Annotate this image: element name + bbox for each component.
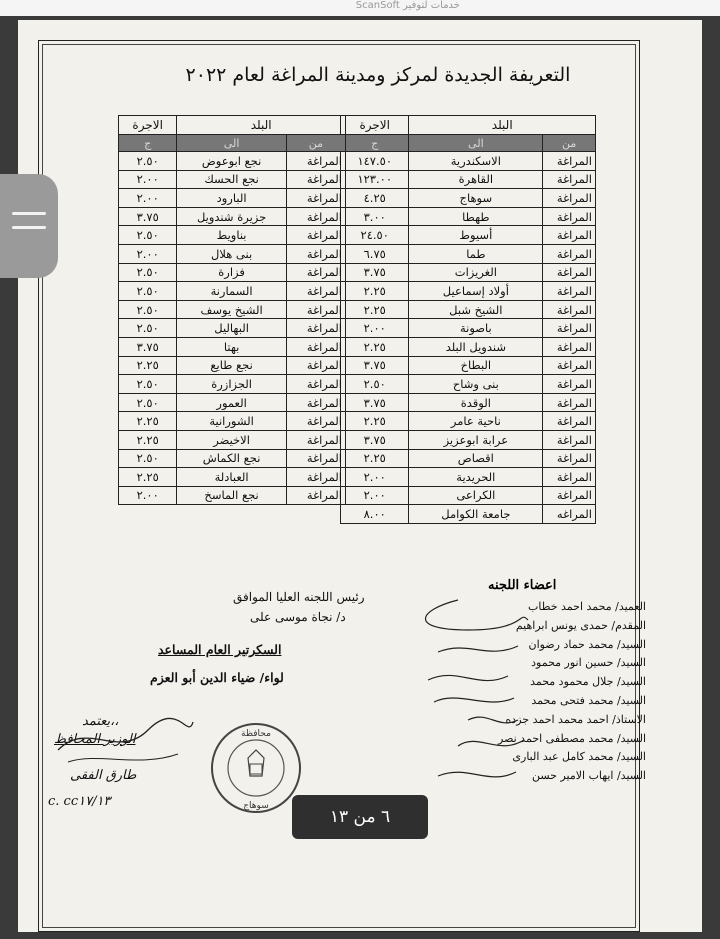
cell-from: المراغة [286,189,345,208]
cell-to: القاهرة [409,170,543,189]
cell-to: الجزازرة [177,375,287,394]
cell-from: المراغة [286,430,345,449]
cell-from: المراغة [286,263,345,282]
cell-fare: ٢.٢٥ [341,449,409,468]
cell-fare: ١٤٧.٥٠ [341,152,409,171]
table-row [119,412,346,431]
subheader-to: الى [177,135,287,152]
seal-bottom-text: سوهاج [243,801,269,811]
governorate-seal [208,720,304,816]
member-name: السيد/ جلال محمود محمد [530,675,646,689]
cell-to: طهطا [409,207,543,226]
table-row [119,393,346,412]
seal-top-text: محافظة [241,729,271,739]
header-fare: الاجرة [119,116,177,135]
assistant-secretary-name: لواء/ ضياء الدين أبو العزم [150,670,284,685]
cell-fare: ٣.٧٥ [341,356,409,375]
fare-table-left [118,115,346,505]
cell-fare: ٣.٧٥ [119,207,177,226]
cell-fare: ٤.٢٥ [341,189,409,208]
cell-from: المراغة [286,244,345,263]
cell-to: الغريزات [409,263,543,282]
cell-to: أولاد إسماعيل [409,282,543,301]
cell-to: سوهاج [409,189,543,208]
cell-fare: ٢.٥٠ [119,282,177,301]
side-panel-handle[interactable] [0,174,58,278]
table-row [119,468,346,487]
table-row [341,468,596,487]
cell-to: طما [409,244,543,263]
committee-head-title: رئيس اللجنه العليا الموافق [233,590,365,604]
subheader-unit: ج [341,135,409,152]
cell-from: المراغة [543,226,596,245]
cell-fare: ٢.٥٠ [119,393,177,412]
table-row [119,152,346,171]
cell-fare: ٢.٠٠ [341,486,409,505]
table-row [341,207,596,226]
cell-from: المراغة [286,356,345,375]
cell-fare: ٢.٥٠ [341,375,409,394]
cell-fare: ٣.٧٥ [341,263,409,282]
cell-fare: ٢.٠٠ [341,319,409,338]
cell-fare: ٢.٢٥ [341,337,409,356]
table-row [341,300,596,319]
approved-note: يعتمد،، [82,714,119,729]
document-title: التعريفة الجديدة لمركز ومدينة المراغة لعام ٢٠٢٢ [185,64,571,86]
cell-to: نجع طايع [177,356,287,375]
cell-fare: ٢.٢٥ [341,412,409,431]
cell-to: باصونة [409,319,543,338]
cell-from: المراغة [286,393,345,412]
table-row [119,430,346,449]
cell-from: المراغة [543,319,596,338]
member-name: السيد/ محمد مصطفى احمد نصر [498,731,646,745]
cell-from: المراغة [543,412,596,431]
table-row [341,152,596,171]
members-title: اعضاء اللجنه [488,578,557,593]
handwritten-date: c. cc١٧/١٣ [48,794,111,809]
governor-name: طارق الفقى [70,768,137,783]
cell-fare: ٢.٠٠ [119,189,177,208]
table-row [341,226,596,245]
table-row [341,393,596,412]
governor-title: الوزير المحافظ [54,732,136,747]
subheader-from: من [543,135,596,152]
cell-to: بنى هلال [177,244,287,263]
cell-fare: ٢.٠٠ [119,170,177,189]
member-name: المقدم/ حمدى يونس ابراهيم [515,618,646,632]
cell-fare: ٢.٢٥ [341,300,409,319]
table-row [119,189,346,208]
table-row [341,282,596,301]
table-row [119,263,346,282]
cell-fare: ٢.٢٥ [119,430,177,449]
table-row [119,300,346,319]
cell-fare: ٢.٠٠ [341,468,409,487]
cell-to: الشورانية [177,412,287,431]
cell-fare: ٣.٠٠ [341,207,409,226]
cell-from: المراغة [543,170,596,189]
table-row [119,356,346,375]
table-row [341,189,596,208]
table-row [119,207,346,226]
cell-fare: ٢.٢٥ [119,468,177,487]
cell-from: المراغة [543,375,596,394]
cell-from: المراغة [286,468,345,487]
member-name: السيد/ محمد حماد رضوان [528,637,646,651]
cell-fare: ٢.٢٥ [119,356,177,375]
cell-to: نجع الحسك [177,170,287,189]
cell-to: بنى وشاح [409,375,543,394]
table-row [341,486,596,505]
cell-to: اقصاص [409,449,543,468]
table-row [119,486,346,505]
cell-from: المراغه [543,505,596,524]
cell-from: المراغة [543,152,596,171]
table-row [119,282,346,301]
governor-signature [48,710,198,770]
table-row [119,337,346,356]
member-name: السيد/ محمد فتحى محمد [531,694,646,707]
cell-to: الحريدية [409,468,543,487]
cell-to: البطاخ [409,356,543,375]
cell-to: السمارنة [177,282,287,301]
top-status-strip [0,0,720,16]
cell-from: المراغة [286,486,345,505]
cell-to: أسيوط [409,226,543,245]
cell-to: الاخيضر [177,430,287,449]
page-indicator: ٦ من ١٣ [292,795,428,839]
subheader-unit: ج [119,135,177,152]
cell-from: المراغة [543,244,596,263]
header-fare: الاجرة [341,116,409,135]
cell-from: المراغة [286,337,345,356]
header-country: البلد [177,116,346,135]
table-row [119,244,346,263]
cell-to: شندويل البلد [409,337,543,356]
cell-to: فزارة [177,263,287,282]
cell-fare: ٦.٧٥ [341,244,409,263]
header-country: البلد [409,116,596,135]
cell-fare: ٣.٧٥ [119,337,177,356]
table-row [341,337,596,356]
table-row [341,263,596,282]
cell-from: المراغة [543,263,596,282]
cell-from: المراغة [286,226,345,245]
member-name: الاستاذ/ احمد محمد احمد جزده [505,712,646,726]
table-row [341,430,596,449]
subheader-from: من [286,135,345,152]
cell-to: البهاليل [177,319,287,338]
cell-to: نجع ابوعوض [177,152,287,171]
cell-from: المراغة [286,375,345,394]
cell-fare: ٢.٠٠ [119,244,177,263]
cell-from: المراغة [286,412,345,431]
cell-from: المراغة [543,486,596,505]
cell-to: بهتا [177,337,287,356]
cell-from: المراغة [543,430,596,449]
committee-head-name: د/ نجاة موسى على [250,610,346,624]
table-row [341,505,596,524]
member-name: السيد/ حسين انور محمود [531,656,646,670]
cell-from: المراغة [543,207,596,226]
member-name: العميد/ محمد احمد خطاب [527,600,646,613]
cell-fare: ٢.٢٥ [341,282,409,301]
member-name: السيد/ محمد كامل عبد البارى [512,750,646,764]
member-name: السيد/ ايهاب الامير حسن [531,769,646,783]
table-row [119,170,346,189]
table-row [119,449,346,468]
table-row [341,244,596,263]
cell-from: المراغة [543,337,596,356]
table-row [119,226,346,245]
cell-from: المراغة [543,468,596,487]
table-row [119,319,346,338]
cell-from: المراغة [286,207,345,226]
assistant-secretary-title: السكرتير العام المساعد [158,642,282,657]
table-row [341,449,596,468]
cell-fare: ٢.٠٠ [119,486,177,505]
cell-from: المراغة [543,449,596,468]
cell-to: نجع الكماش [177,449,287,468]
cell-to: العمور [177,393,287,412]
table-row [341,356,596,375]
cell-to: جامعة الكوامل [409,505,543,524]
cell-from: المراغة [286,300,345,319]
cell-to: نجع الماسخ [177,486,287,505]
cell-fare: ٢.٥٠ [119,449,177,468]
cell-fare: ٨.٠٠ [341,505,409,524]
members-signatures [398,580,538,800]
cell-from: المراغة [543,189,596,208]
cell-fare: ٢.٥٠ [119,152,177,171]
top-caption: ScanSoft خدمات لتوفير [355,0,460,11]
cell-from: المراغة [543,282,596,301]
cell-fare: ٣.٧٥ [341,393,409,412]
cell-from: المراغة [543,300,596,319]
cell-fare: ١٢٣.٠٠ [341,170,409,189]
cell-fare: ٢٤.٥٠ [341,226,409,245]
cell-to: الوقدة [409,393,543,412]
table-row [341,375,596,394]
cell-to: البارود [177,189,287,208]
cell-from: المراغة [286,319,345,338]
cell-from: المراغة [543,356,596,375]
cell-fare: ٢.٥٠ [119,263,177,282]
cell-to: بناويط [177,226,287,245]
fare-table-right [340,115,596,524]
cell-fare: ٢.٥٠ [119,300,177,319]
cell-from: المراغة [286,282,345,301]
cell-to: الشيخ يوسف [177,300,287,319]
cell-fare: ٢.٥٠ [119,375,177,394]
cell-to: الكراعى [409,486,543,505]
cell-from: المراغة [286,170,345,189]
cell-fare: ٢.٥٠ [119,319,177,338]
table-row [341,319,596,338]
cell-fare: ٢.٢٥ [119,412,177,431]
cell-fare: ٣.٧٥ [341,430,409,449]
cell-to: ناحية عامر [409,412,543,431]
cell-fare: ٢.٥٠ [119,226,177,245]
cell-from: المراغة [286,152,345,171]
cell-to: العبادلة [177,468,287,487]
cell-from: المراغة [286,449,345,468]
cell-from: المراغة [543,393,596,412]
table-row [341,170,596,189]
table-row [119,375,346,394]
cell-to: الشيخ شبل [409,300,543,319]
cell-to: عرابة ابوعزيز [409,430,543,449]
cell-to: الاسكندرية [409,152,543,171]
subheader-to: الى [409,135,543,152]
table-row [341,412,596,431]
cell-to: جزيرة شندويل [177,207,287,226]
